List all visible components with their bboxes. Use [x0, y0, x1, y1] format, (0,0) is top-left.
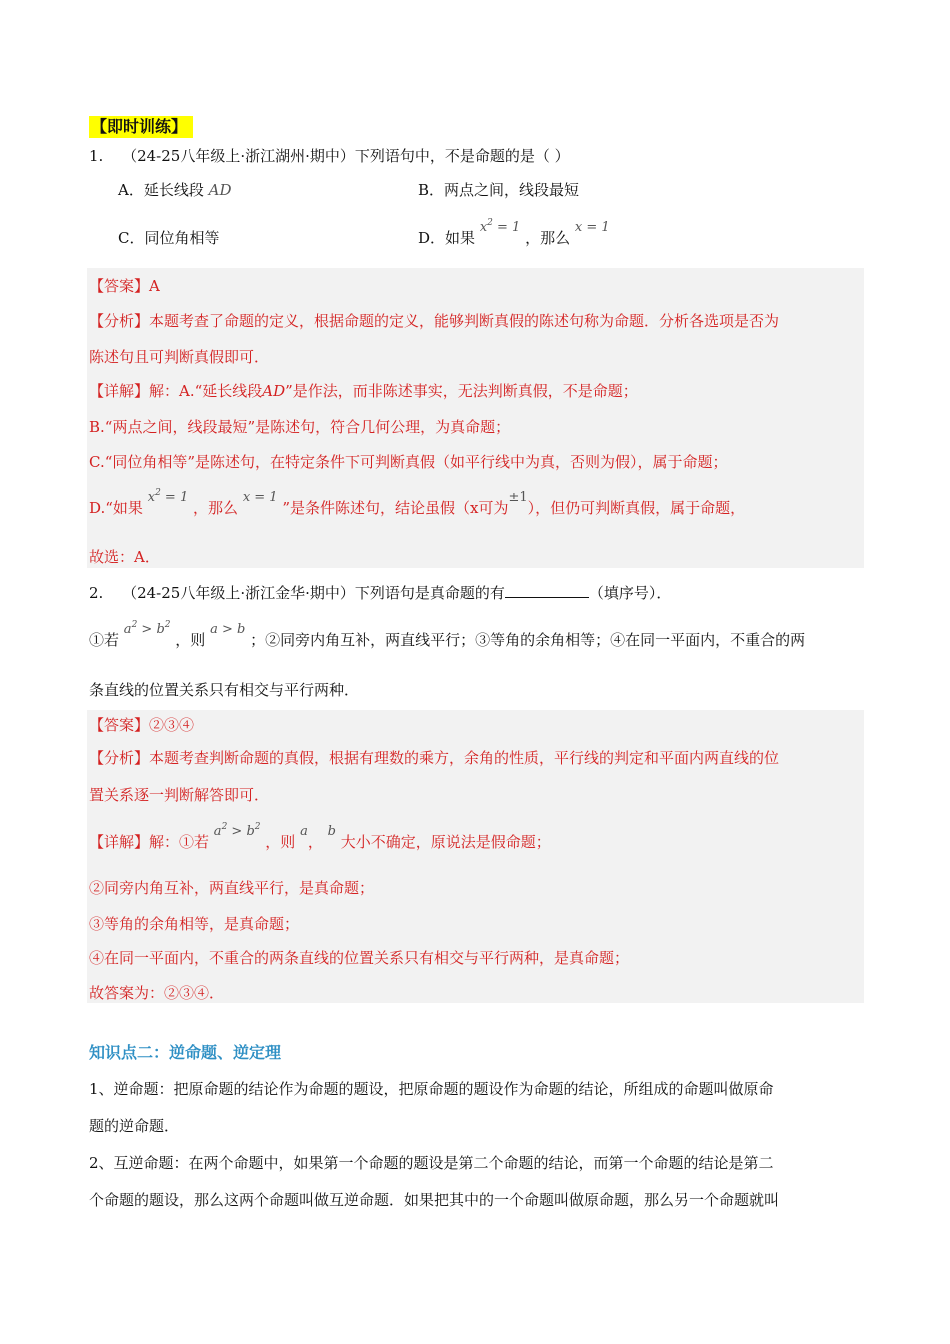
answer-box-1 — [87, 268, 864, 568]
detail-1-d: D.“如果 $x^2 = 1$ ，那么 x = 1 ”是条件陈述句，结论虽假（x可为±1），但仍可判断真假，属于命题， — [89, 488, 746, 517]
detail-1-b: B.“两点之间，线段最短”是陈述句，符合几何公理，为真命题； — [89, 418, 511, 436]
answer-blank — [505, 583, 589, 598]
detail-2-2: ②同旁内角互补，两直线平行，是真命题； — [89, 879, 375, 897]
analysis-2-line1: 【分析】本题考查判断命题的真假，根据有理数的乘方，余角的性质，平行线的判定和平面内两直线的位 — [89, 749, 780, 767]
paragraph-2-line1: 2、互逆命题：在两个命题中，如果第一个命题的题设是第二个命题的结论，而第一个命题的结论是第二 — [89, 1154, 774, 1172]
question-text: （24-25八年级上·浙江湖州·期中）下列语句中，不是命题的是（ ） — [122, 147, 570, 165]
analysis-1-line2: 陈述句且可判断真假即可． — [89, 348, 270, 366]
question-2-statements-cont: 条直线的位置关系只有相交与平行两种． — [89, 681, 360, 699]
answer-1: 【答案】A — [89, 277, 160, 295]
paragraph-1-line2: 题的逆命题． — [89, 1117, 180, 1135]
analysis-2-line2: 置关系逐一判断解答即可． — [89, 786, 270, 804]
option-d: D．如果 $x^2 = 1$ ，那么 x = 1 — [418, 218, 610, 247]
question-2-statements: ①若 $a^2 > b^2$ ，则 a > b ；②同旁内角互补，两直线平行；③等角的余角相等；④在同一平面内，不重合的两 — [89, 620, 806, 649]
paragraph-1-line1: 1、逆命题：把原命题的结论作为命题的题设，把原命题的题设作为命题的结论，所组成的命题叫做原命 — [89, 1080, 774, 1098]
analysis-1-line1: 【分析】本题考查了命题的定义，根据命题的定义，能够判断真假的陈述句称为命题．分析各选项是否为 — [89, 312, 780, 330]
detail-2-4: ④在同一平面内，不重合的两条直线的位置关系只有相交与平行两种，是真命题； — [89, 949, 630, 967]
question-1-stem — [89, 146, 570, 166]
answer-box-2 — [87, 710, 864, 1003]
conclusion-2: 故答案为：②③④． — [89, 984, 225, 1002]
detail-2-1: 【详解】解：①若 $a^2 > b^2$ ，则 a， b 大小不确定，原说法是假命题； — [89, 822, 551, 851]
option-a: A．延长线段 AD — [118, 181, 232, 199]
answer-2: 【答案】②③④ — [89, 716, 195, 734]
detail-2-3: ③等角的余角相等，是真命题； — [89, 915, 300, 933]
question-number: 1. — [89, 147, 104, 165]
conclusion-1: 故选：A． — [89, 548, 160, 566]
option-b: B．两点之间，线段最短 — [418, 181, 580, 199]
section-title-converse: 知识点二：逆命题、逆定理 — [89, 1043, 282, 1062]
question-number: 2. — [89, 584, 104, 602]
question-2-stem: 2. （24-25八年级上·浙江金华·期中）下列语句是真命题的有 （填序号）． — [89, 584, 672, 602]
detail-1-a: 【详解】解：A.“延长线段AD”是作法，而非陈述事实，无法判断真假，不是命题； — [89, 382, 638, 400]
detail-1-c: C.“同位角相等”是陈述句，在特定条件下可判断真假（如平行线中为真，否则为假），属于命题； — [89, 453, 728, 471]
section-title-practice: 【即时训练】 — [89, 116, 193, 138]
paragraph-2-line2: 个命题的题设，那么这两个命题叫做互逆命题．如果把其中的一个命题叫做原命题，那么另一个命题就叫 — [89, 1191, 780, 1209]
option-c: C．同位角相等 — [118, 229, 220, 247]
